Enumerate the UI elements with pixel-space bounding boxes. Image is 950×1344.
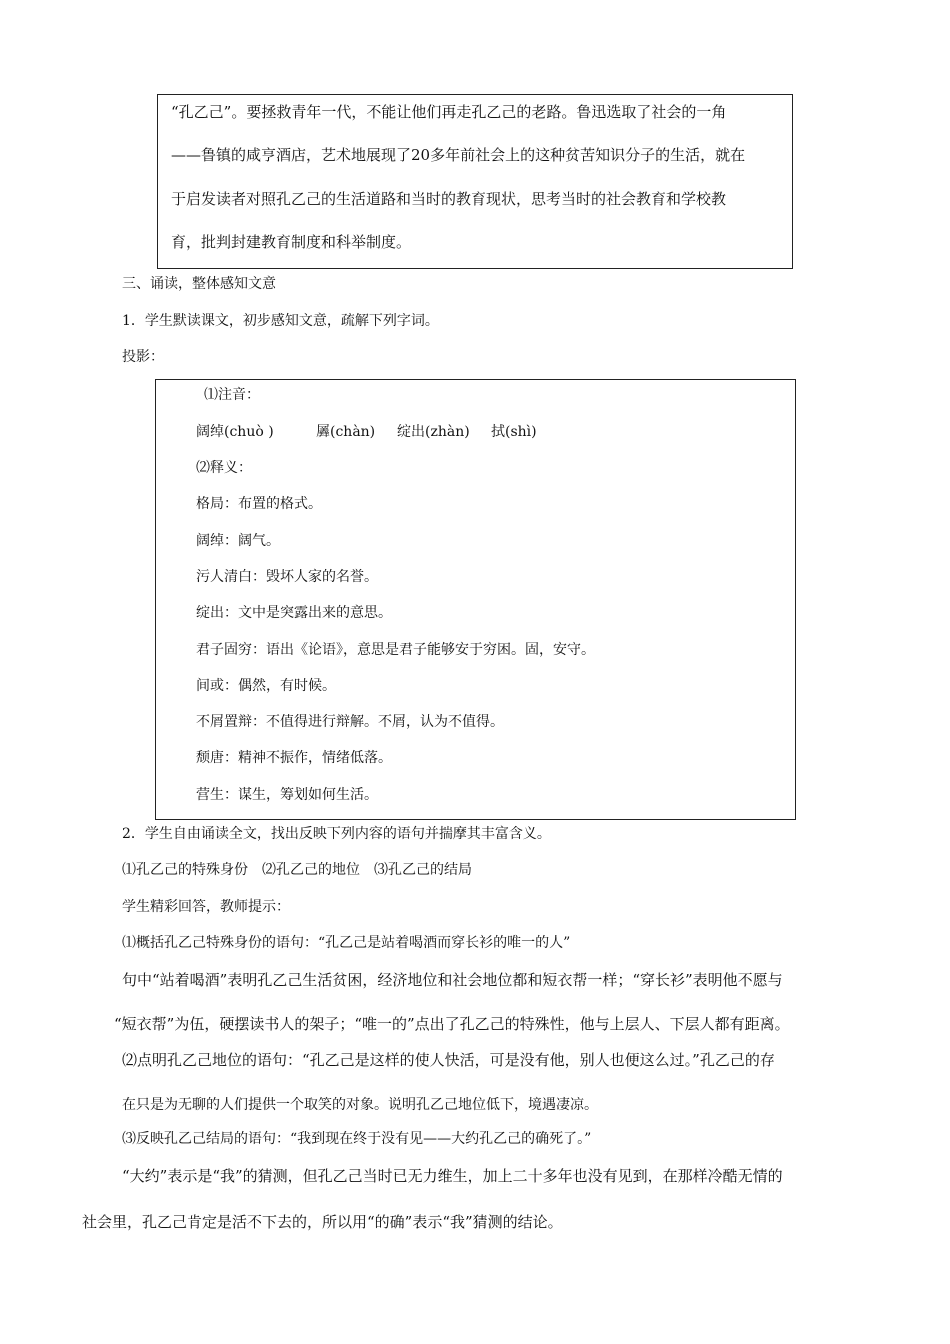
- definition-item: 不屑置辩：不值得进行辩解。不屑，认为不值得。: [196, 714, 504, 730]
- answer-1-title: ⑴概括孔乙己特殊身份的语句：“孔乙己是站着喝酒而穿长衫的唯一的人”: [122, 935, 571, 951]
- intro-text-box: [157, 94, 793, 269]
- answer-1-text: 句中“站着喝酒”表明孔乙己生活贫困，经济地位和社会地位都和短衣帮一样；“穿长衫”表明他不愿与: [122, 971, 783, 989]
- phonetic-item: 羼(chàn): [316, 424, 376, 440]
- teacher-hint: 学生精彩回答，教师提示：: [122, 899, 290, 915]
- definition-item: 阔绰：阔气。: [196, 533, 280, 549]
- definition-item: 营生：谋生，筹划如何生活。: [196, 787, 378, 803]
- step-1: 1．学生默读课文，初步感知文意，疏解下列字词。: [122, 313, 439, 329]
- phonetic-item: 拭(shì): [491, 424, 537, 440]
- answer-1-text: “短衣帮”为伍，硬摆读书人的架子；“唯一的”点出了孔乙己的特殊性，他与上层人、下层人都有距离。: [114, 1015, 790, 1033]
- projection-label: 投影：: [122, 349, 164, 365]
- answer-3-text: 社会里，孔乙己肯定是活不下去的，所以用“的确”表示“我”猜测的结论。: [82, 1213, 563, 1231]
- section-heading: 三、诵读，整体感知文意: [122, 276, 276, 292]
- definition-item: 君子固穷：语出《论语》，意思是君子能够安于穷困。固，安守。: [196, 642, 595, 658]
- answer-2-title: ⑵点明孔乙己地位的语句：“孔乙己是这样的使人快活，可是没有他，别人也便这么过。”孔乙己的存: [122, 1051, 775, 1069]
- answer-3-title: ⑶反映孔乙己结局的语句：“我到现在终于没有见——大约孔乙己的确死了。”: [122, 1131, 592, 1147]
- intro-line-1: “孔乙己”。要拯救青年一代，不能让他们再走孔乙己的老路。鲁迅选取了社会的一角: [171, 103, 727, 121]
- intro-line-2: ——鲁镇的咸亨酒店，艺术地展现了20多年前社会上的这种贫苦知识分子的生活，就在: [171, 146, 746, 164]
- topics-line: ⑴孔乙己的特殊身份 ⑵孔乙己的地位 ⑶孔乙己的结局: [122, 862, 472, 878]
- definition-item: 绽出：文中是突露出来的意思。: [196, 605, 392, 621]
- phonetic-title: ⑴注音：: [204, 387, 260, 403]
- intro-line-3: 于启发读者对照孔乙己的生活道路和当时的教育现状，思考当时的社会教育和学校教: [171, 190, 727, 208]
- definition-item: 间或：偶然，有时候。: [196, 678, 336, 694]
- phonetic-item: 阔绰(chuò ): [196, 424, 274, 440]
- meaning-title: ⑵释义：: [196, 460, 252, 476]
- answer-3-text: “大约”表示是“我”的猜测，但孔乙己当时已无力维生，加上二十多年也没有见到，在那样冷酷无情的: [122, 1167, 783, 1185]
- step-2: 2．学生自由诵读全文，找出反映下列内容的语句并揣摩其丰富含义。: [122, 826, 551, 842]
- intro-line-4: 育，批判封建教育制度和科举制度。: [171, 233, 412, 251]
- definition-item: 颓唐：精神不振作，情绪低落。: [196, 750, 392, 766]
- definition-item: 污人清白：毁坏人家的名誉。: [196, 569, 378, 585]
- answer-2-text: 在只是为无聊的人们提供一个取笑的对象。说明孔乙己地位低下，境遇凄凉。: [122, 1097, 598, 1113]
- definition-item: 格局：布置的格式。: [196, 496, 322, 512]
- vocab-box: [155, 379, 796, 820]
- phonetic-item: 绽出(zhàn): [397, 424, 470, 440]
